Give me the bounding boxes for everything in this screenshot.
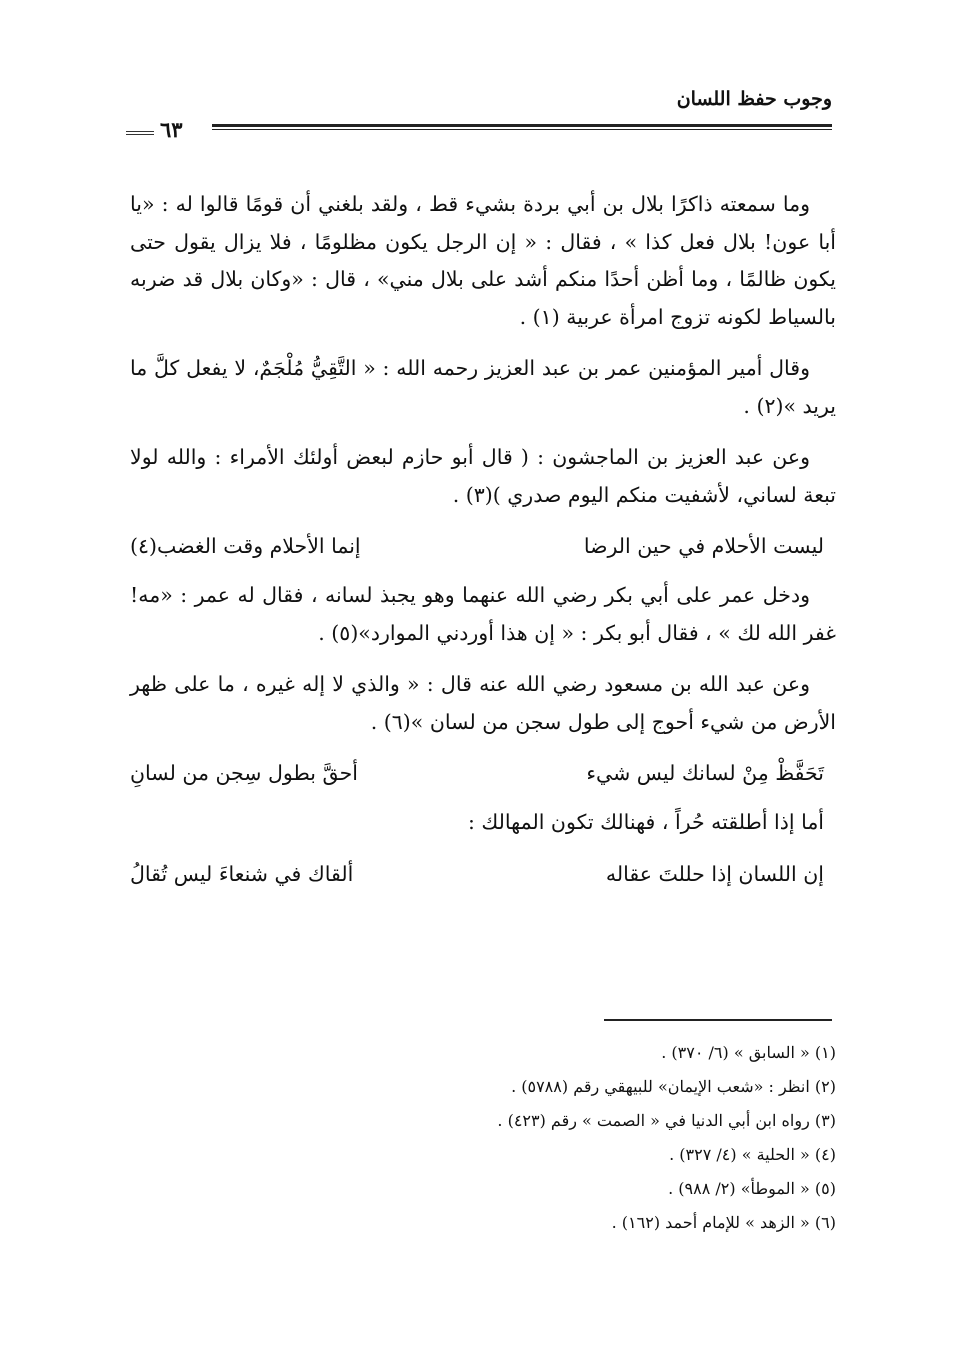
footnote: (٦) « الزهد » للإمام أحمد (١٦٢) . [611,1213,836,1232]
footnotes [236,1036,836,1240]
header-rule [212,124,832,130]
verse-line [130,856,836,893]
paragraph: وعن عبد العزيز بن الماجشون : ( قال أبو حازم لبعض أولئك الأمراء : والله لولا تبعة لساني، لأشفيت منكم اليوم صدري )(٣) . [130,445,836,507]
verse-hemistich-right: إن اللسان إذا حللتَ عقاله [605,861,824,886]
footnote: (٥) « الموطأ» (٢/ ٩٨٨) . [668,1179,836,1198]
footnote: (٣) رواه ابن أبي الدنيا في « الصمت » رقم (٤٢٣) . [497,1111,836,1130]
paragraph: ودخل عمر على أبي بكر رضي الله عنهما وهو يجبذ لسانه ، فقال له عمر : «مه! غفر الله لك » ، فقال أبو بكر : « إن هذا أوردني الموارد»(٥) . [130,583,836,645]
verse-hemistich-left: ألقاك في شنعاءَ ليس تُقالُ [130,861,354,886]
paragraph: وعن عبد الله بن مسعود رضي الله عنه قال : « والذي لا إله غيره ، ما على ظهر الأرض من شيء أحوج إلى طول سجن من لسان »(٦) . [130,672,836,734]
page-number: ٦٣ [160,117,183,142]
footnote: (٤) « الحلية » (٤/ ٣٢٧) . [669,1145,836,1164]
running-header-title: وجوب حفظ اللسان [676,88,832,110]
footnote: (١) « السابق » (٦/ ٣٧٠) . [661,1043,836,1062]
verse-hemistich-left: أحقَّ بطول سِجن من لسانِ [130,761,358,785]
verse-hemistich-right: ليست الأحلام في حين الرضا [583,534,824,558]
verse-line [130,528,836,565]
verse-hemistich-left: إنما الأحلام وقت الغضب(٤) [130,534,361,558]
text-line: أما إذا أطلقته حُراً ، فهنالك تكون المهالك : [467,810,824,834]
footnote: (٢) انظر : «شعب الإيمان» للبيهقي رقم (٥٧٨٨) . [511,1077,836,1096]
paragraph: وما سمعته ذاكرًا بلال بن أبي بردة بشيء قط ، ولقد بلغني أن قومًا قالوا له : «يا أبا عون! بلال فعل كذا » ، فقال : « إن الرجل يكون مظلومًا ، فلا يزال يقول حتى يكون ظالمًا ، وما أظن أحدًا منكم أشد على بلال مني» ، قال : «وكان بلال قد ضربه بالسياط لكونه تزوج امرأة عربية (١) . [130,192,836,329]
verse-line [130,755,836,792]
page-number-rule [126,131,154,135]
paragraph: وقال أمير المؤمنين عمر بن عبد العزيز رحمه الله : « التَّقِيُّ مُلْجَمٌ، لا يفعل كلَّ ما يريد »(٢) . [130,356,836,418]
verse-hemistich-right: تَحَفَّظْ مِنْ لسانك ليس شيء [586,761,824,785]
footnote-separator [604,1019,832,1021]
main-text [130,186,836,905]
